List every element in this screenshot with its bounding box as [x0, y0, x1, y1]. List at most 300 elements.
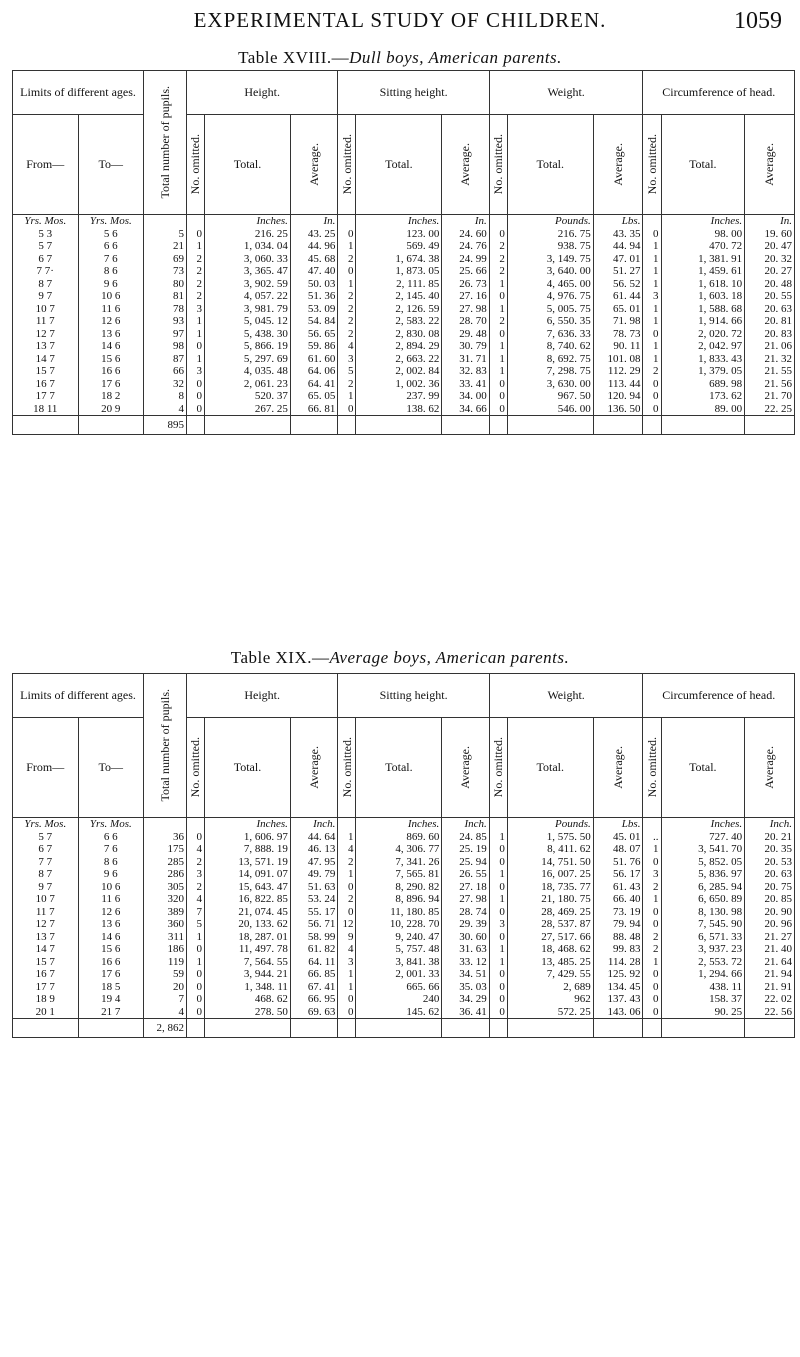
- table-cell: 6 7: [38, 843, 53, 855]
- table-cell: 8, 692. 75: [546, 352, 591, 365]
- table-cell: 0: [499, 905, 505, 918]
- table-cell: 2: [653, 943, 659, 955]
- table-cell: 10 6: [101, 880, 121, 893]
- table-cell: 2, 583. 22: [395, 315, 440, 327]
- table-cell: 1: [653, 340, 659, 352]
- header-omitted: No. omitted.: [338, 718, 356, 818]
- table-cell: 1: [653, 352, 659, 365]
- table-cell: 0: [347, 905, 354, 918]
- unit-label: Yrs. Mos.: [89, 215, 132, 227]
- table-cell: 305: [167, 880, 184, 893]
- table-cell: 2: [347, 252, 354, 265]
- table-cell: 1: [196, 955, 203, 968]
- unit-label: In.: [474, 215, 487, 227]
- unit-label: Pounds.: [554, 818, 591, 830]
- table-18-caption: [0, 48, 800, 68]
- table-cell: 0: [196, 227, 203, 240]
- table-cell: 21. 32: [764, 352, 792, 365]
- table-cell: 0: [499, 993, 505, 1005]
- table-cell: 1, 674. 38: [395, 252, 440, 265]
- table-cell: 175: [167, 843, 184, 855]
- table-cell: 98: [172, 340, 184, 352]
- table-cell: 112. 29: [607, 365, 641, 377]
- table-cell: 119: [167, 955, 184, 968]
- table-cell: 3, 640. 00: [546, 265, 591, 277]
- header-head-circumference: Circumference of head.: [643, 674, 795, 718]
- header-weight: Weight.: [489, 71, 643, 115]
- table-cell: 7, 565. 81: [395, 868, 440, 880]
- table-cell: 1: [196, 930, 203, 943]
- table-cell: 8, 896. 94: [395, 893, 440, 905]
- table-cell: 1: [499, 365, 505, 377]
- table-cell: 8 7: [38, 868, 53, 880]
- unit-label: Pounds.: [554, 215, 591, 227]
- table-cell: 1: [499, 830, 505, 843]
- table-cell: 9, 240. 47: [395, 930, 440, 943]
- column-w-tot: [507, 215, 593, 416]
- table-cell: 13 7: [35, 340, 55, 352]
- table-cell: 0: [347, 227, 354, 240]
- table-cell: 7 7·: [36, 265, 54, 277]
- table-cell: 16, 007. 25: [541, 868, 591, 880]
- table-cell: 11 6: [101, 893, 121, 905]
- header-total: Total.: [507, 718, 593, 818]
- column-h-tot: [205, 818, 291, 1019]
- column-s-avg: [442, 818, 489, 1019]
- table-cell: 1: [347, 277, 354, 290]
- table-19-caption: [0, 648, 800, 668]
- table-cell: 1, 588. 68: [698, 302, 743, 315]
- table-cell: 0: [196, 402, 203, 415]
- unit-label: Inches.: [407, 818, 440, 830]
- table-cell: 20. 63: [764, 302, 792, 315]
- table-cell: 1: [499, 352, 505, 365]
- table-cell: 58. 99: [307, 930, 336, 943]
- table-cell: 7, 888. 19: [243, 843, 288, 855]
- table-cell: 44. 96: [307, 240, 336, 252]
- header-total: Total.: [356, 115, 442, 215]
- table-cell: 32: [172, 377, 184, 390]
- header-height: Height.: [186, 71, 337, 115]
- table-cell: 89. 00: [714, 402, 743, 415]
- table-cell: 8, 740. 62: [546, 340, 591, 352]
- table-cell: 3, 937. 23: [698, 943, 743, 955]
- table-cell: 0: [653, 918, 659, 930]
- table-cell: 21 7: [101, 1005, 121, 1018]
- table-cell: 2, 002. 84: [395, 365, 440, 377]
- table-cell: 10 7: [35, 893, 55, 905]
- table-cell: 17 6: [101, 968, 121, 980]
- table-cell: 11, 180. 85: [390, 905, 440, 918]
- table-cell: 12 6: [101, 905, 121, 918]
- table-cell: 3, 981. 79: [243, 302, 288, 315]
- column-s-tot: [356, 818, 442, 1019]
- table-cell: 5 6: [103, 227, 118, 240]
- header-total-pupils: Total number of pupils.: [144, 71, 187, 215]
- table-cell: 12 7: [35, 327, 55, 340]
- table-cell: 0: [499, 402, 505, 415]
- table-cell: 2: [196, 265, 203, 277]
- table-cell: 53. 09: [307, 302, 336, 315]
- table-cell: 1: [499, 893, 505, 905]
- table-cell: 21. 94: [764, 968, 792, 980]
- table-cell: 1: [347, 390, 354, 402]
- table-cell: 1: [653, 240, 659, 252]
- table-cell: 5, 852. 05: [698, 855, 743, 868]
- table-cell: 286: [167, 868, 184, 880]
- header-omitted: No. omitted.: [186, 115, 204, 215]
- table-cell: 48. 07: [612, 843, 641, 855]
- table-cell: 64. 11: [308, 955, 336, 968]
- table-cell: 98. 00: [714, 227, 743, 240]
- table-cell: 29. 48: [459, 327, 487, 340]
- table-cell: 9: [347, 930, 354, 943]
- table-cell: 0: [196, 993, 203, 1005]
- unit-label: Lbs.: [621, 818, 641, 830]
- table-cell: 2, 111. 85: [396, 277, 440, 290]
- table-cell: 69: [172, 252, 184, 265]
- table-cell: 1, 002. 36: [395, 377, 440, 390]
- table-cell: 240: [422, 993, 440, 1005]
- table-cell: 55. 17: [307, 905, 336, 918]
- table-cell: 20. 32: [764, 252, 792, 265]
- table-cell: 90. 11: [613, 340, 641, 352]
- table-cell: 43. 35: [612, 227, 641, 240]
- table-cell: 13 6: [101, 918, 121, 930]
- table-cell: 13 6: [101, 327, 121, 340]
- table-cell: 20. 81: [764, 315, 792, 327]
- column-to: [78, 818, 144, 1019]
- table-cell: 0: [653, 1005, 659, 1018]
- column-from: [13, 215, 79, 416]
- header-total: Total.: [205, 718, 291, 818]
- table-19: [12, 673, 795, 1038]
- column-to: [78, 215, 144, 416]
- grand-total-row: [13, 416, 795, 435]
- table-cell: 0: [347, 993, 354, 1005]
- table-cell: 26. 73: [459, 277, 487, 290]
- table-cell: 30. 79: [459, 340, 487, 352]
- table-cell: 67. 41: [307, 980, 336, 993]
- table-cell: 2: [347, 315, 354, 327]
- table-cell: 1, 459. 61: [698, 265, 743, 277]
- table-cell: 4, 976. 75: [546, 290, 591, 302]
- unit-label: Inches.: [256, 818, 288, 830]
- table-cell: 18 9: [35, 993, 55, 1005]
- table-cell: 18 2: [101, 390, 121, 402]
- table-cell: 12: [342, 918, 354, 930]
- table-cell: 1: [196, 240, 203, 252]
- table-cell: 11 7: [35, 315, 55, 327]
- table-cell: 97: [172, 327, 184, 340]
- table-cell: 15 7: [35, 955, 55, 968]
- table-cell: 0: [653, 905, 659, 918]
- table-cell: 53. 24: [307, 893, 336, 905]
- table-cell: 1, 873. 05: [395, 265, 440, 277]
- table-cell: 79. 94: [612, 918, 641, 930]
- table-cell: 20 1: [35, 1005, 55, 1018]
- header-average: Average.: [290, 115, 337, 215]
- table-cell: 4: [347, 340, 354, 352]
- unit-label: Yrs. Mos.: [24, 818, 67, 830]
- table-cell: 24. 85: [459, 830, 487, 843]
- unit-label: Inch.: [464, 818, 487, 830]
- table-cell: 2, 689: [563, 980, 591, 993]
- table-cell: 0: [347, 265, 354, 277]
- unit-label: In.: [323, 215, 336, 227]
- table-cell: 28, 469. 25: [541, 905, 591, 918]
- table-cell: 1: [653, 265, 659, 277]
- table-cell: 16 6: [101, 955, 121, 968]
- table-cell: 665. 66: [406, 980, 440, 993]
- table-cell: 34. 00: [459, 390, 487, 402]
- table-cell: 28. 70: [459, 315, 487, 327]
- table-cell: 1: [499, 302, 505, 315]
- table-cell: 1, 381. 91: [698, 252, 743, 265]
- header-weight: Weight.: [489, 674, 643, 718]
- table-cell: 569. 49: [406, 240, 440, 252]
- table-cell: 1, 603. 18: [698, 290, 743, 302]
- table-cell: 0: [499, 1005, 505, 1018]
- column-s-tot: [356, 215, 442, 416]
- column-w-avg: [593, 818, 643, 1019]
- table-cell: 27. 98: [459, 893, 487, 905]
- table-cell: 59: [172, 968, 184, 980]
- table-cell: 31. 71: [459, 352, 487, 365]
- table-cell: 27. 18: [459, 880, 487, 893]
- table-cell: 11 7: [35, 905, 55, 918]
- header-total: Total.: [661, 115, 745, 215]
- table-cell: 65. 01: [612, 302, 641, 315]
- table-cell: 45. 01: [612, 830, 641, 843]
- table-cell: 20. 21: [764, 830, 792, 843]
- table-cell: 9 7: [38, 290, 53, 302]
- table-cell: 0: [347, 402, 354, 415]
- running-head: [0, 8, 800, 38]
- table-cell: 1: [653, 843, 659, 855]
- table-cell: 17 7: [35, 390, 55, 402]
- table-cell: 33. 12: [459, 955, 487, 968]
- table-cell: 64. 06: [307, 365, 336, 377]
- table-cell: 12 7: [35, 918, 55, 930]
- table-cell: 2, 126. 59: [395, 302, 440, 315]
- unit-label: Inches.: [256, 215, 288, 227]
- table-cell: 36. 41: [459, 1005, 487, 1018]
- table-cell: 2: [347, 327, 354, 340]
- header-total-pupils: Total number of pupils.: [144, 674, 187, 818]
- column-c-avg: [745, 215, 795, 416]
- table-cell: 1, 034. 04: [243, 240, 288, 252]
- table-cell: 6 6: [103, 830, 118, 843]
- table-cell: 14, 091. 07: [238, 868, 288, 880]
- unit-label: Lbs.: [621, 215, 641, 227]
- table-cell: 2: [347, 377, 354, 390]
- table-cell: 967. 50: [557, 390, 591, 402]
- table-cell: 2, 894. 29: [395, 340, 440, 352]
- table-cell: 0: [196, 830, 203, 843]
- header-limits: Limits of different ages.: [13, 71, 144, 115]
- table-cell: 14 7: [35, 943, 55, 955]
- table-cell: 7, 636. 33: [546, 327, 591, 340]
- column-h-tot: [205, 215, 291, 416]
- table-cell: 31. 63: [459, 943, 487, 955]
- column-from: [13, 818, 79, 1019]
- table-cell: 15 6: [101, 352, 121, 365]
- table-cell: 2: [653, 365, 659, 377]
- table-cell: 2: [347, 855, 354, 868]
- table-cell: 3: [196, 365, 203, 377]
- table-cell: 134. 45: [607, 980, 641, 993]
- table-cell: 3, 365. 47: [243, 265, 288, 277]
- table-cell: 145. 62: [406, 1005, 440, 1018]
- table-cell: 10 6: [101, 290, 121, 302]
- table-cell: 20. 48: [764, 277, 792, 290]
- table-cell: 8 7: [38, 277, 53, 290]
- table-cell: 7 6: [103, 252, 118, 265]
- table-cell: 727. 40: [709, 830, 743, 843]
- table-cell: 22. 56: [764, 1005, 792, 1018]
- table-cell: 278. 50: [254, 1005, 288, 1018]
- table-cell: 46. 13: [307, 843, 336, 855]
- table-cell: 5: [178, 227, 184, 240]
- table-cell: 8 6: [103, 265, 118, 277]
- table-cell: 1, 348. 11: [244, 980, 288, 993]
- table-cell: 43. 25: [307, 227, 336, 240]
- table-cell: 2: [499, 265, 505, 277]
- table-cell: 26. 55: [459, 868, 487, 880]
- table-cell: 470. 72: [709, 240, 743, 252]
- header-sitting-height: Sitting height.: [338, 674, 489, 718]
- table-cell: 0: [653, 227, 659, 240]
- column-h-avg: [290, 215, 337, 416]
- table-cell: 7: [178, 993, 184, 1005]
- table-cell: 6 6: [103, 240, 118, 252]
- column-h-om: [186, 818, 204, 1019]
- table-cell: 18, 287. 01: [238, 930, 288, 943]
- table-cell: 13, 485. 25: [541, 955, 591, 968]
- table-cell: 4: [178, 402, 184, 415]
- header-omitted: No. omitted.: [338, 115, 356, 215]
- table-cell: 8: [178, 390, 184, 402]
- table-cell: 73. 19: [612, 905, 641, 918]
- table-cell: 0: [499, 227, 505, 240]
- table-cell: 66. 85: [307, 968, 336, 980]
- table-cell: 0: [196, 390, 203, 402]
- table-cell: 125. 92: [607, 968, 641, 980]
- table-cell: 3, 060. 33: [243, 252, 288, 265]
- table-cell: 2: [196, 277, 203, 290]
- table-cell: 51. 36: [307, 290, 336, 302]
- table-cell: 7 6: [103, 843, 118, 855]
- table-cell: 2: [499, 252, 505, 265]
- table-cell: 5, 045. 12: [243, 315, 288, 327]
- table-cell: 21, 074. 45: [238, 905, 288, 918]
- table-cell: 21. 27: [764, 930, 792, 943]
- table-cell: 0: [653, 993, 659, 1005]
- table-cell: 51. 76: [612, 855, 641, 868]
- table-cell: 5, 866. 19: [243, 340, 288, 352]
- table-cell: 7, 564. 55: [243, 955, 288, 968]
- table-cell: 22. 02: [764, 993, 792, 1005]
- table-cell: 22. 25: [764, 402, 792, 415]
- table-cell: 120. 94: [607, 390, 641, 402]
- table-cell: 285: [167, 855, 184, 868]
- table-cell: 5 3: [38, 227, 53, 240]
- table-cell: 25. 19: [459, 843, 487, 855]
- table-cell: 5, 836. 97: [698, 868, 743, 880]
- table-cell: 20. 55: [764, 290, 792, 302]
- table-cell: 0: [196, 980, 203, 993]
- table-cell: 14 7: [35, 352, 55, 365]
- grand-total: 2, 862: [144, 1019, 187, 1038]
- table-cell: 20. 75: [764, 880, 792, 893]
- unit-label: Inches.: [407, 215, 440, 227]
- column-c-om: [643, 215, 661, 416]
- table-cell: 2: [653, 930, 659, 943]
- table-cell: 59. 86: [307, 340, 336, 352]
- table-cell: 20. 90: [764, 905, 792, 918]
- table-cell: 468. 62: [254, 993, 288, 1005]
- table-cell: 3, 902. 59: [243, 277, 288, 290]
- table-cell: 17 6: [101, 377, 121, 390]
- table-cell: 5, 757. 48: [395, 943, 440, 955]
- table-cell: 21. 40: [764, 943, 792, 955]
- table-cell: 8, 130. 98: [698, 905, 743, 918]
- column-c-om: [643, 818, 661, 1019]
- table-cell: 20. 96: [764, 918, 792, 930]
- table-cell: 0: [653, 402, 659, 415]
- caption-prefix: Table XIX.—: [230, 648, 330, 667]
- table-cell: 2: [347, 893, 354, 905]
- table-cell: 7 7: [38, 855, 53, 868]
- table-cell: 1, 379. 05: [698, 365, 743, 377]
- table-cell: 27, 517. 66: [541, 930, 591, 943]
- header-average: Average.: [745, 115, 795, 215]
- table-cell: 1: [499, 955, 505, 968]
- header-average: Average.: [593, 718, 643, 818]
- table-cell: 2: [196, 855, 203, 868]
- column-w-om: [489, 818, 507, 1019]
- table-cell: 69. 63: [307, 1005, 336, 1018]
- table-cell: 1: [499, 943, 505, 955]
- table-cell: 2: [499, 315, 505, 327]
- table-cell: 267. 25: [254, 402, 288, 415]
- page-number: 1059: [734, 8, 782, 34]
- table-cell: 10 7: [35, 302, 55, 315]
- table-cell: 15, 643. 47: [238, 880, 288, 893]
- table-cell: 3: [196, 868, 203, 880]
- column-c-tot: [661, 215, 745, 416]
- table-cell: 1: [347, 830, 354, 843]
- table-cell: 78: [172, 302, 184, 315]
- table-cell: 1: [653, 277, 659, 290]
- table-cell: 3: [347, 955, 354, 968]
- table-cell: 216. 75: [557, 227, 591, 240]
- table-cell: 4, 035. 48: [243, 365, 288, 377]
- table-cell: 216. 25: [254, 227, 288, 240]
- table-cell: 1: [653, 315, 659, 327]
- table-cell: 61. 60: [307, 352, 336, 365]
- table-cell: 0: [347, 1005, 354, 1018]
- header-to: To—: [78, 115, 144, 215]
- table-cell: 49. 79: [307, 868, 336, 880]
- table-cell: 311: [167, 930, 184, 943]
- table-cell: 9 6: [103, 868, 118, 880]
- table-cell: 16 6: [101, 365, 121, 377]
- table-cell: 1, 294. 66: [698, 968, 743, 980]
- table-cell: 61. 43: [612, 880, 641, 893]
- column-h-om: [186, 215, 204, 416]
